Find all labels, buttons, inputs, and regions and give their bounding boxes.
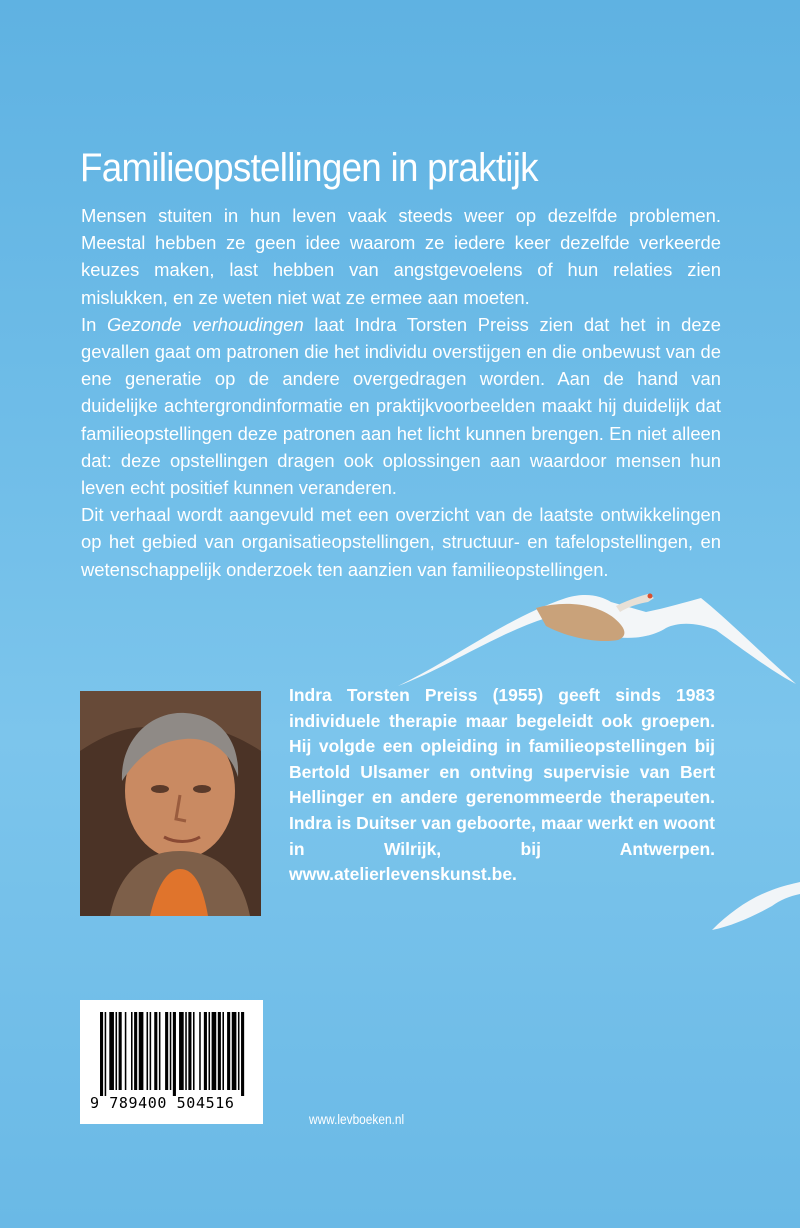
- barcode-bar: [173, 1012, 176, 1096]
- barcode-bar: [238, 1012, 240, 1090]
- isbn-number: 9 789400 504516: [90, 1094, 235, 1112]
- barcode-bar: [159, 1012, 161, 1090]
- isbn-barcode: [80, 1000, 263, 1124]
- blurb-paragraph-1: Mensen stuiten in hun leven vaak steeds weer op dezelfde problemen. Meestal hebben ze geen idee waarom ze iedere keer dezelfde verkeerde keuzes maken, last hebben van angstgevoelens of hun relaties zien mislukken, en ze weten niet wat ze ermee aan moeten.: [81, 205, 721, 308]
- barcode-bar: [139, 1012, 144, 1090]
- blurb-text: In: [81, 313, 107, 335]
- barcode-bar: [188, 1012, 191, 1090]
- barcode-bar: [125, 1012, 127, 1090]
- barcode-bar: [105, 1012, 107, 1096]
- barcode-bar: [100, 1012, 103, 1096]
- barcode-bar: [199, 1012, 201, 1090]
- barcode-bar: [170, 1012, 172, 1090]
- barcode-bar: [212, 1012, 217, 1090]
- book-blurb: [81, 202, 721, 583]
- barcode-bar: [165, 1012, 168, 1090]
- swan-image-large: [396, 578, 800, 690]
- barcode-bar: [134, 1012, 137, 1090]
- barcode-bar: [204, 1012, 207, 1090]
- barcode-bar: [150, 1012, 152, 1090]
- back-cover-title: Familieopstellingen in praktijk: [80, 146, 538, 190]
- author-bio: Indra Torsten Preiss (1955) geeft sinds 1983 individuele therapie maar begeleidt ook groepen. Hij volgde een opleiding in familieopstellingen bij Bertold Ulsamer en ontving supervisie van Bert Hellinger en andere gerenommeerde therapeuten. Indra is Duitser van geboorte, maar werkt en woont in Wilrijk, bij Antwerpen. www.atelierlevenskunst.be.: [289, 685, 715, 885]
- swan-image-small: [710, 876, 800, 932]
- barcode-bar: [185, 1012, 187, 1090]
- author-portrait-icon: [80, 691, 261, 916]
- barcode-bar: [147, 1012, 149, 1090]
- barcode-bar: [193, 1012, 195, 1090]
- barcode-bar: [109, 1012, 114, 1090]
- barcode-bar: [131, 1012, 133, 1090]
- barcode-bar: [218, 1012, 221, 1090]
- author-photo: [80, 691, 261, 916]
- barcode-bar: [209, 1012, 211, 1090]
- barcode-bar: [116, 1012, 118, 1090]
- barcode-bar: [241, 1012, 244, 1096]
- barcode-bar: [232, 1012, 237, 1090]
- barcode-bar: [222, 1012, 224, 1090]
- book-title-italic: Gezonde verhoudingen: [106, 313, 304, 335]
- blurb-text: laat Indra Torsten Preiss zien dat het in deze gevallen gaat om patronen die het individu overstijgen en die onbewust van de ene generatie op de andere overgedragen worden. Aan de hand van duidelijke achtergrondinformatie en praktijkvoorbeelden maakt hij duidelijk dat familieopstellingen deze patronen aan het licht kunnen brengen. En niet alleen dat: deze opstellingen dragen ook oplossingen aan waardoor mensen hun leven echt positief kunnen veranderen.: [81, 313, 722, 499]
- blurb-paragraph-3: Dit verhaal wordt aangevuld met een overzicht van de laatste ontwikkelingen op het gebied van organisatieopstellingen, structuur- en tafelopstellingen, en wetenschappelijk onderzoek ten aanzien van familieopstellingen.: [81, 504, 721, 580]
- barcode-bar: [154, 1012, 157, 1090]
- barcode-bar: [119, 1012, 122, 1090]
- barcode-bar: [179, 1012, 184, 1090]
- publisher-website: www.levboeken.nl: [309, 1112, 405, 1127]
- barcode-bar: [227, 1012, 230, 1090]
- blurb-paragraph-2: [81, 311, 721, 501]
